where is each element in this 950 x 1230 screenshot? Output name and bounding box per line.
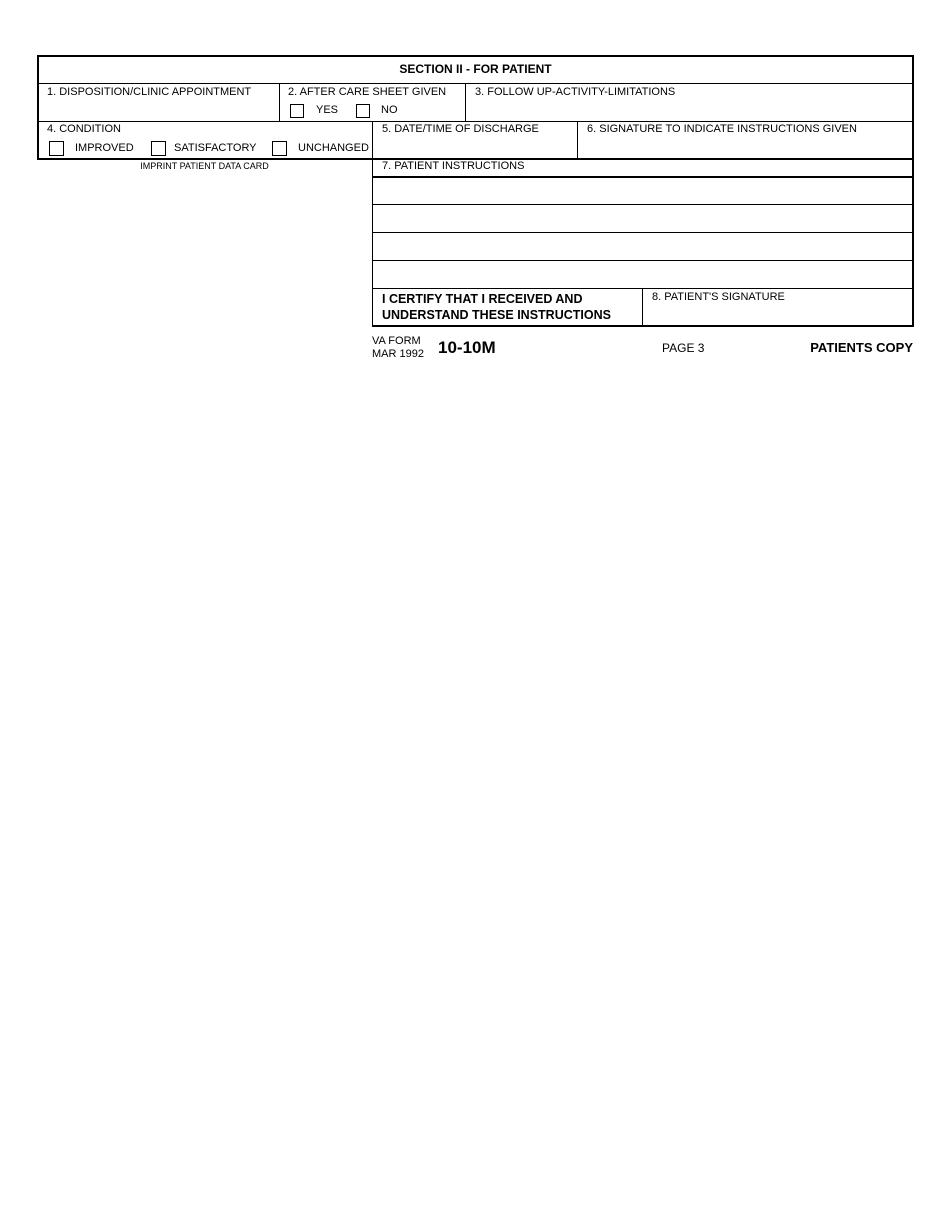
instruction-line-2[interactable] [373, 206, 913, 233]
instruction-line-3[interactable] [373, 234, 913, 261]
condition-satisfactory-checkbox[interactable] [151, 141, 166, 156]
after-care-label: 2. AFTER CARE SHEET GIVEN [288, 86, 447, 98]
divider-instruction-line-4 [373, 288, 913, 289]
patient-instructions-label: 7. PATIENT INSTRUCTIONS [382, 160, 525, 172]
form-number: 10-10M [438, 338, 496, 357]
certify-statement [382, 291, 611, 323]
condition-unchanged-label: UNCHANGED [298, 142, 369, 154]
certify-line-1: I CERTIFY THAT I RECEIVED AND [382, 292, 583, 306]
discharge-input[interactable] [374, 137, 576, 157]
condition-improved-checkbox[interactable] [49, 141, 64, 156]
imprint-label: IMPRINT PATIENT DATA CARD [140, 161, 269, 171]
frame-bottom-border [372, 325, 914, 327]
signature-instructions-field[interactable] [579, 137, 911, 157]
certify-line-2: UNDERSTAND THESE INSTRUCTIONS [382, 308, 611, 322]
divider-certify [642, 289, 643, 326]
disposition-label: 1. DISPOSITION/CLINIC APPOINTMENT [47, 86, 252, 98]
page-number: PAGE 3 [662, 341, 705, 355]
divider-instruction-line-2 [373, 232, 913, 233]
after-care-no-label: NO [381, 104, 398, 116]
divider-row2 [577, 122, 578, 158]
condition-label: 4. CONDITION [47, 123, 121, 135]
after-care-yes-checkbox[interactable] [290, 104, 304, 118]
section-title: SECTION II - FOR PATIENT [399, 62, 552, 76]
divider-row1-b [465, 84, 466, 121]
instruction-line-1[interactable] [373, 178, 913, 205]
follow-up-input[interactable] [467, 100, 911, 120]
signature-instructions-label: 6. SIGNATURE TO INDICATE INSTRUCTIONS GIVEN [587, 123, 857, 135]
divider-instruction-line-3 [373, 260, 913, 261]
divider-title [38, 83, 913, 84]
form-id-block [372, 335, 424, 361]
patient-signature-field[interactable] [644, 305, 911, 325]
condition-satisfactory-label: SATISFACTORY [174, 142, 257, 154]
frame-top-border [37, 55, 914, 57]
form-date: MAR 1992 [372, 348, 424, 360]
follow-up-label: 3. FOLLOW UP-ACTIVITY-LIMITATIONS [475, 86, 676, 98]
condition-unchanged-checkbox[interactable] [272, 141, 287, 156]
discharge-label: 5. DATE/TIME OF DISCHARGE [382, 123, 539, 135]
copy-designation: PATIENTS COPY [810, 340, 913, 355]
condition-improved-label: IMPROVED [75, 142, 134, 154]
divider-row1-a [279, 84, 280, 121]
form-prefix: VA FORM [372, 335, 421, 347]
disposition-input[interactable] [39, 100, 278, 120]
after-care-yes-label: YES [316, 104, 339, 116]
after-care-no-checkbox[interactable] [356, 104, 370, 118]
divider-instruction-line-1 [373, 204, 913, 205]
patient-signature-label: 8. PATIENT'S SIGNATURE [652, 291, 785, 303]
instruction-line-4[interactable] [373, 262, 913, 289]
divider-row1-bottom [38, 121, 913, 122]
